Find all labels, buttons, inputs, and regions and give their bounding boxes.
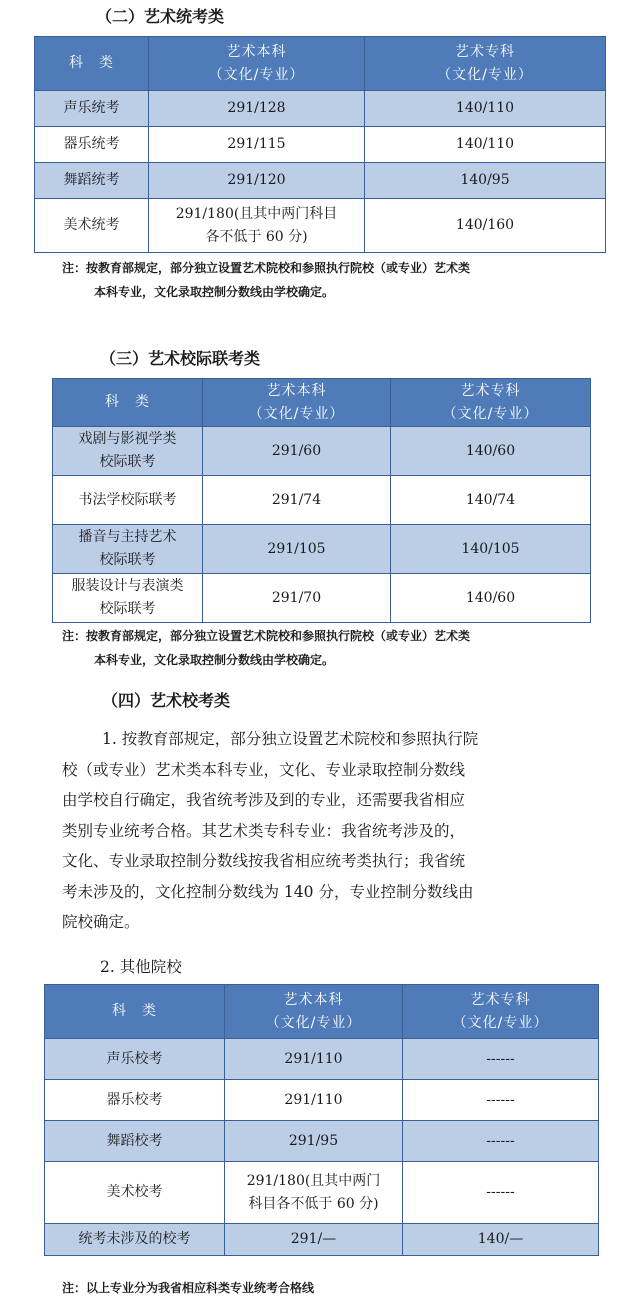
section4-table — [44, 984, 599, 1256]
row-subject: 服装设计与表演类 校际联考 — [53, 574, 203, 623]
header-bachelor: 艺术本科 （文化/专业） — [225, 985, 403, 1039]
para-line: 由学校自行确定，我省统考涉及到的专业，还需要我省相应 — [62, 791, 466, 809]
section3-note: 注：按教育部规定，部分独立设置艺术院校和参照执行院校（或专业）艺术类 本科专业，文化录取控制分数线由学校确定。 — [62, 629, 471, 667]
row-subject: 声乐校考 — [45, 1039, 225, 1080]
para-line: 考未涉及的，文化控制分数线为 140 分，专业控制分数线由 — [62, 882, 474, 901]
section3-title: （三）艺术校际联考类 — [100, 349, 261, 368]
row-college: 140/60 — [391, 574, 591, 623]
table-row — [35, 163, 606, 199]
row-college: 140/— — [403, 1224, 599, 1256]
header-college: 艺术专科 （文化/专业） — [403, 985, 599, 1039]
table-row — [45, 1121, 599, 1162]
header-bachelor: 艺术本科 （文化/专业） — [203, 379, 391, 427]
row-bachelor: 291/115 — [149, 127, 365, 163]
row-bachelor: 291/180(且其中两门 科目各不低于 60 分) — [225, 1162, 403, 1224]
table-row — [45, 1224, 599, 1256]
row-subject: 器乐校考 — [45, 1080, 225, 1121]
row-bachelor: 291/110 — [225, 1039, 403, 1080]
header-subject: 科 类 — [53, 379, 203, 427]
section4-paragraph — [62, 724, 592, 938]
section2-table — [34, 36, 606, 253]
section2-title: （二）艺术统考类 — [96, 7, 225, 26]
row-bachelor: 291/128 — [149, 91, 365, 127]
header-subject: 科 类 — [45, 985, 225, 1039]
table-row — [45, 1162, 599, 1224]
row-bachelor: 291/74 — [203, 476, 391, 525]
table-row — [35, 199, 606, 253]
row-college: 140/95 — [365, 163, 606, 199]
table-row — [45, 1080, 599, 1121]
table-row — [53, 476, 591, 525]
row-subject: 舞蹈校考 — [45, 1121, 225, 1162]
row-subject: 统考未涉及的校考 — [45, 1224, 225, 1256]
table-row — [45, 1039, 599, 1080]
para-line: 校（或专业）艺术类本科专业，文化、专业录取控制分数线 — [62, 760, 466, 779]
para-line: 文化、专业录取控制分数线按我省相应统考类执行；我省统 — [62, 852, 466, 870]
row-college: 140/60 — [391, 427, 591, 476]
table-row — [35, 127, 606, 163]
table-header-row — [35, 37, 606, 91]
row-college: 140/110 — [365, 127, 606, 163]
row-bachelor: 291/180(且其中两门科目 各不低于 60 分) — [149, 199, 365, 253]
row-subject: 播音与主持艺术 校际联考 — [53, 525, 203, 574]
para-line: 1. 按教育部规定，部分独立设置艺术院校和参照执行院 — [102, 730, 479, 748]
row-college: ------ — [403, 1121, 599, 1162]
row-subject: 器乐统考 — [35, 127, 149, 163]
row-subject: 声乐统考 — [35, 91, 149, 127]
header-college: 艺术专科 （文化/专业） — [391, 379, 591, 427]
row-bachelor: 291/120 — [149, 163, 365, 199]
para-line: 院校确定。 — [62, 913, 140, 931]
row-bachelor: 291/95 — [225, 1121, 403, 1162]
row-bachelor: 291/— — [225, 1224, 403, 1256]
table-header-row — [53, 379, 591, 427]
row-college: 140/74 — [391, 476, 591, 525]
row-subject: 美术校考 — [45, 1162, 225, 1224]
row-subject: 美术统考 — [35, 199, 149, 253]
row-bachelor: 291/60 — [203, 427, 391, 476]
section4-note: 注：以上专业分为我省相应科类专业统考合格线 — [62, 1281, 315, 1295]
section2-note: 注：按教育部规定，部分独立设置艺术院校和参照执行院校（或专业）艺术类 本科专业，文化录取控制分数线由学校确定。 — [62, 261, 471, 299]
header-college: 艺术专科 （文化/专业） — [365, 37, 606, 91]
row-bachelor: 291/110 — [225, 1080, 403, 1121]
para-line: 类别专业统考合格。其艺术类专科专业：我省统考涉及的， — [62, 821, 466, 840]
table-row — [53, 427, 591, 476]
row-subject: 戏剧与影视学类 校际联考 — [53, 427, 203, 476]
row-college: ------ — [403, 1162, 599, 1224]
header-subject: 科 类 — [35, 37, 149, 91]
section3-table — [52, 378, 591, 623]
row-bachelor: 291/70 — [203, 574, 391, 623]
table-header-row — [45, 985, 599, 1039]
row-college: 140/105 — [391, 525, 591, 574]
row-college: 140/110 — [365, 91, 606, 127]
row-college: ------ — [403, 1080, 599, 1121]
table-row — [53, 574, 591, 623]
section4-subhead: 2. 其他院校 — [100, 958, 182, 976]
section4-title: （四）艺术校考类 — [102, 691, 231, 710]
row-college: 140/160 — [365, 199, 606, 253]
header-bachelor: 艺术本科 （文化/专业） — [149, 37, 365, 91]
row-college: ------ — [403, 1039, 599, 1080]
row-subject: 舞蹈统考 — [35, 163, 149, 199]
table-row — [53, 525, 591, 574]
table-row — [35, 91, 606, 127]
row-subject: 书法学校际联考 — [53, 476, 203, 525]
row-bachelor: 291/105 — [203, 525, 391, 574]
